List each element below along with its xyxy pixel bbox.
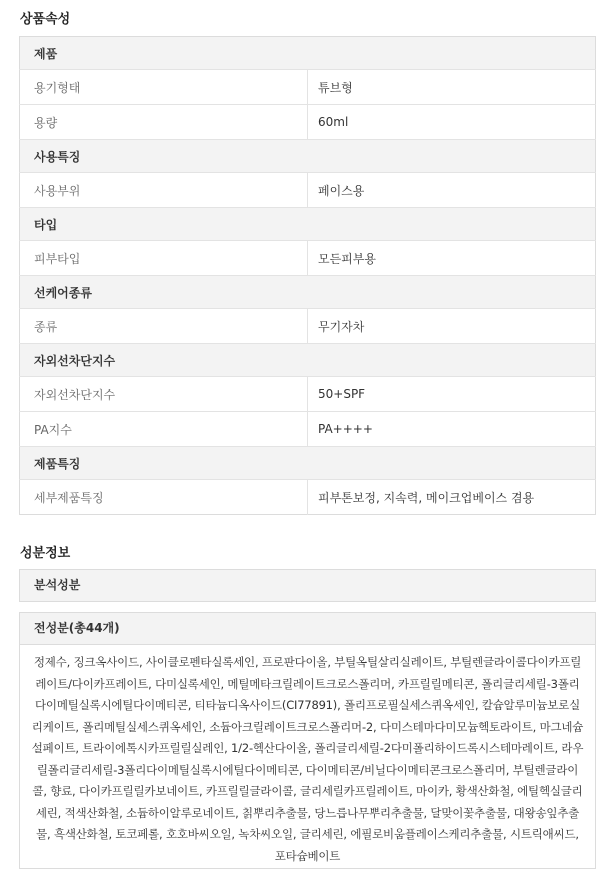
attribute-value: 피부톤보정, 지속력, 메이크업베이스 겸용 — [308, 480, 596, 515]
attribute-key: 사용부위 — [20, 173, 308, 208]
attribute-row — [20, 70, 596, 105]
group-row — [20, 37, 596, 70]
attribute-value: 튜브형 — [308, 70, 596, 105]
attribute-key: 용기형태 — [20, 70, 308, 105]
group-name: 제품 — [20, 37, 596, 70]
group-row — [20, 276, 596, 309]
attribute-value: 60ml — [308, 105, 596, 140]
attribute-key: 세부제품특징 — [20, 480, 308, 515]
attribute-row — [20, 309, 596, 344]
attribute-key: PA지수 — [20, 412, 308, 447]
attributes-title: 상품속성 — [20, 12, 71, 27]
group-name: 타입 — [20, 208, 596, 241]
attribute-row — [20, 480, 596, 515]
group-row — [20, 140, 596, 173]
attribute-key: 종류 — [20, 309, 308, 344]
full-ingredients-text: 정제수, 징크옥사이드, 사이클로펜타실록세인, 프로판다이올, 부틸옥틸살리실레이트, 부틸렌글라이콜다이카프릴레이트/다이카프레이트, 다미실록세인, 메틸메타크릴레이트크로스폴리머, 카프릴릴메티콘, 폴리글리세릴-3폴리다이메틸실록시에틸다이메티콘, 티타늄디옥사이드(CI77891), 폴리프로필실세스퀴옥세인, 칼슘알루미늄보로실리케이트, 폴리메틸실세스퀴옥세인, 소듐아크릴레이트크로스폴리머-2, 다미스테마다미모늄헥토라이트, 마그네슘설페이트, 트라이에톡시카프릴릴실레인, 1/2-헥산다이올, 폴리글리세릴-2다미폴리하이드록시스테마레이트, 라우릴폴리글리세릴-3폴리다이메틸실록시에틸다이메티콘, 다이메티콘/비닐다이메티콘크로스폴리머, 부틸렌글라이콜, 향료, 다이카프릴릴카보네이트, 카프릴릴글라이콜, 글리세릴카프릴레이트, 마이카, 황색산화철, 에틸헥실글리세린, 적색산화철, 소듐하이알루로네이트, 칡뿌리추출물, 당느릅나무뿌리추출물, 달맞이꽃추출물, 대왕송잎추출물, 흑색산화철, 토코페롤, 호호바씨오일, 녹차씨오일, 글리세린, 에필로비움플레이스케리추출물, 시트릭애씨드, 포타슘베이트 — [31, 655, 584, 863]
group-name: 선케어종류 — [20, 276, 596, 309]
attribute-row — [20, 377, 596, 412]
group-row — [20, 447, 596, 480]
attribute-value: 페이스용 — [308, 173, 596, 208]
attribute-value: 모든피부용 — [308, 241, 596, 276]
full-ingredients-header: 전성분(총44개) — [19, 612, 596, 645]
group-name: 자외선차단지수 — [20, 344, 596, 377]
attribute-key: 용량 — [20, 105, 308, 140]
attribute-row — [20, 241, 596, 276]
attribute-value: PA++++ — [308, 412, 596, 447]
group-name: 제품특징 — [20, 447, 596, 480]
attribute-row — [20, 412, 596, 447]
attribute-row — [20, 173, 596, 208]
full-ingredients-box — [19, 644, 596, 869]
attribute-key: 자외선차단지수 — [20, 377, 308, 412]
attribute-value: 무기자차 — [308, 309, 596, 344]
group-row — [20, 208, 596, 241]
analysis-ingredients-header: 분석성분 — [19, 569, 596, 602]
attribute-value: 50+SPF — [308, 377, 596, 412]
group-row — [20, 344, 596, 377]
attribute-key: 피부타입 — [20, 241, 308, 276]
attribute-row — [20, 105, 596, 140]
group-name: 사용특징 — [20, 140, 596, 173]
attributes-table — [19, 36, 596, 515]
ingredients-title: 성분정보 — [20, 546, 71, 561]
